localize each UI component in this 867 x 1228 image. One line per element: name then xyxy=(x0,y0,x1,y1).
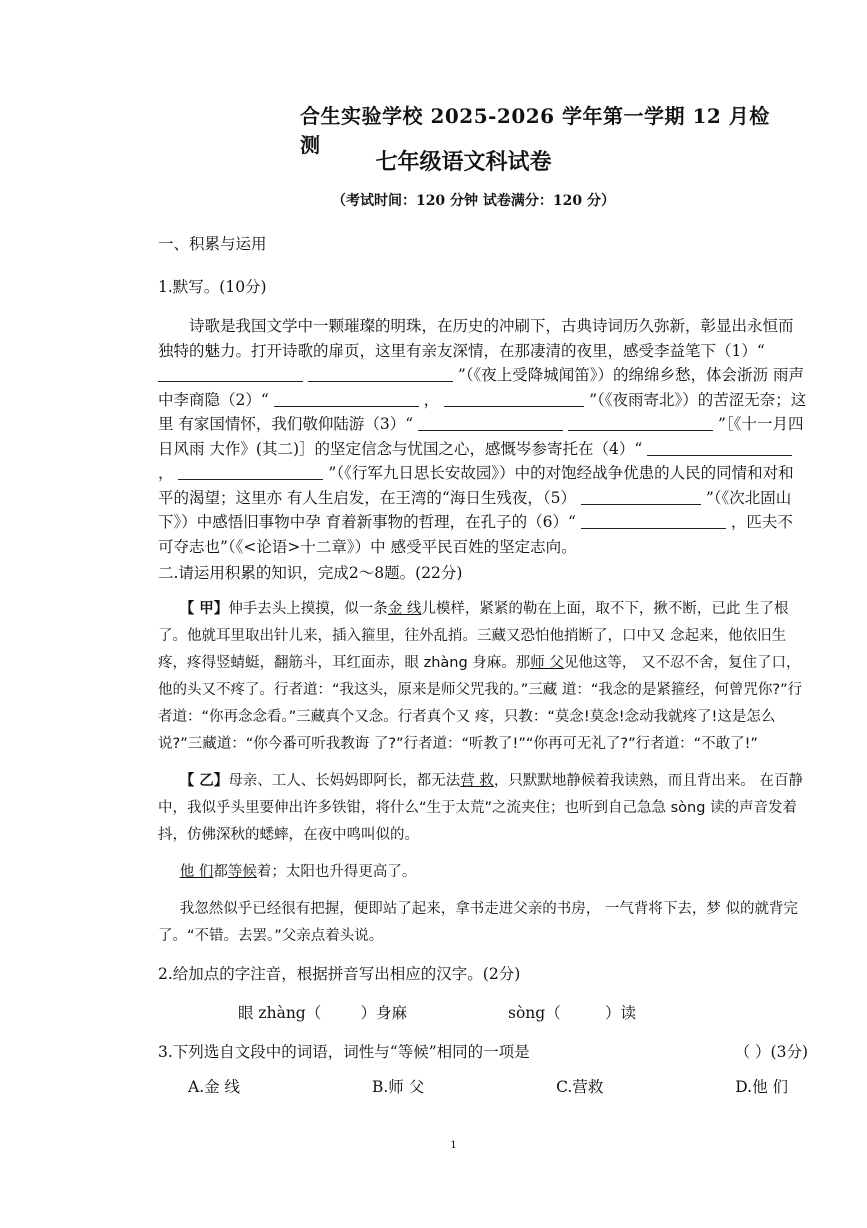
q2-title: 2.给加点的字注音，根据拼音写出相应的汉字。(2分) xyxy=(158,965,521,983)
yi-word-denghou: 等候 xyxy=(227,864,257,880)
exam-info: （考试时间：120 分钟 试卷满分：120 分） xyxy=(331,193,616,209)
passage-yi-2 xyxy=(158,859,808,886)
option-d[interactable]: D.他 们 xyxy=(735,1078,788,1096)
q1-text-2: ”（《夜上受降城闻笛》）的绵绵乡愁，体会浙沥 雨声中李商隐（2）“ xyxy=(158,366,804,409)
paper-title: 七年级语文科试卷 xyxy=(375,149,552,175)
q1-text-8: ”（《行军九日思长安故园》）中的对饱经战争优患的人民的同情和对和平的渴望；这里亦 有人生启发，在王湾的“海日生残夜，（5） xyxy=(158,464,794,507)
answer-blank[interactable] xyxy=(274,390,419,407)
q1-text-1: 诗歌是我国文学中一颗璀璨的明珠，在历史的冲刷下，古典诗词历久弥新，彰显出永恒而独特的魅力。打开诗歌的扉页，这里有亲友深情，在那凄清的夜里，感受李益笔下（1）“ xyxy=(158,317,794,360)
option-c[interactable]: C.营救 xyxy=(556,1078,604,1096)
passage-yi xyxy=(158,768,808,849)
q2-item-zhang[interactable]: 眼 zhàng（ ）身麻 xyxy=(238,1004,408,1022)
answer-blank[interactable] xyxy=(308,365,453,382)
jia-text-b: 儿模样，紧紧的勒在上面，取不下，揪不断，已此 生了根了。他就耳里取出针儿来，插入箍里，往外乱捎。三藏又恐怕他捎断了，口中又 念起来，他依旧生疼，疼得竖蜻蜓，翻筋斗，耳红面赤，眼 zhàng 身麻。那 xyxy=(158,601,789,671)
q3-answer-slot[interactable]: （ ）(3分) xyxy=(734,1043,808,1061)
yi-label: 【 乙】 xyxy=(179,773,229,789)
answer-blank[interactable] xyxy=(568,414,713,431)
q2-item-song[interactable]: sòng（ ）读 xyxy=(508,1004,637,1022)
answer-blank[interactable] xyxy=(178,463,323,480)
yi-word-dou: 都 xyxy=(213,864,228,880)
q2-items xyxy=(158,1001,808,1026)
school-exam-title: 合生实验学校 2025-2026 学年第一学期 12 月检测 xyxy=(300,104,770,157)
q1-title: 1.默写。(10分) xyxy=(158,278,267,296)
q1-paragraph xyxy=(158,314,808,559)
section1-heading: 一、积累与运用 xyxy=(158,235,267,253)
jia-label: 【 甲】 xyxy=(179,601,229,617)
jia-word-shifu: 师 父 xyxy=(530,655,564,671)
answer-blank[interactable] xyxy=(581,488,701,505)
answer-blank[interactable] xyxy=(158,365,303,382)
q1-text-10: ，匹夫不可夺志也”（《<论语>十二章》）中 感受平民百姓的坚定志向。 xyxy=(158,513,793,556)
jia-text-c: 见他这等， 又不忍不舍，复住了口，他的头又不疼了。行者道：“我这头，原来是师父咒我的。”三藏 道：“我念的是紧箍经，何曾咒你?”行者道：“你再念念看。”三藏真个又念。行者真个又 疼，只教：“莫念!莫念!念动我就疼了!这是怎么说?”三藏道：“你今番可听我教诲 了?”行者道：“听教了!”“你再可无礼了?”行者道：“不敢了!” xyxy=(158,655,803,752)
jia-text-a: 伸手去头上摸摸，似一条 xyxy=(228,601,388,617)
answer-blank[interactable] xyxy=(418,414,563,431)
answer-blank[interactable] xyxy=(444,390,584,407)
answer-blank[interactable] xyxy=(581,512,726,529)
q1-text-6: ”［《十一月四日风雨 大作》(其二)］的坚定信念与忧国之心，感慨岑参寄托在（4）“ xyxy=(158,415,804,458)
passage-jia xyxy=(158,596,808,758)
q1-text-3: ， xyxy=(423,390,440,409)
q3-title: 3.下列选自文段中的词语，词性与“等候”相同的一项是 xyxy=(158,1043,530,1061)
jia-word-jinxian: 金 线 xyxy=(387,601,422,617)
yi-word-tamen: 他 们 xyxy=(179,864,214,880)
passage-yi-3: 我忽然似乎已经很有把握，便即站了起来，拿书走进父亲的书房， 一气背将下去，梦 似的就背完了。“不错。去罢。”父亲点着头说。 xyxy=(158,901,798,944)
yi-text-b: ，只默默地静候着我读熟，而且背出来。 在百静中，我似乎头里要伸出许多铁钳，将什么“生于太荒”之流夹住；也听到自己急急 sòng 读的声音发着抖，仿佛深秋的蟋蟀，在夜中鸣叫似的。 xyxy=(158,773,804,843)
yi-text-c: 着；太阳也升得更高了。 xyxy=(256,864,417,880)
q1-text-4: ”（《夜雨寄北》）的苦涩无奈；这里 有家国情怀，我们敬仰陆游（3）“ xyxy=(158,390,807,433)
q1-text-7: ， xyxy=(158,464,174,482)
section2-heading: 二.请运用积累的知识，完成2～8题。(22分) xyxy=(158,564,463,582)
exam-body xyxy=(158,232,808,1100)
q1-text-9: ”（《次北固山下》）中感悟旧事物中孕 育着新事物的哲理，在孔子的（6）“ xyxy=(158,488,792,531)
yi-word-yingjiu: 营 救 xyxy=(460,773,494,789)
option-a[interactable]: A.金 线 xyxy=(188,1078,241,1096)
answer-blank[interactable] xyxy=(647,439,792,456)
yi-text-a: 母亲、工人、长妈妈即阿长，都无法 xyxy=(228,773,461,789)
option-b[interactable]: B.师 父 xyxy=(371,1078,425,1096)
q3-options xyxy=(158,1075,808,1100)
q3-title-row xyxy=(158,1040,808,1065)
page-number: 1 xyxy=(450,1140,457,1151)
